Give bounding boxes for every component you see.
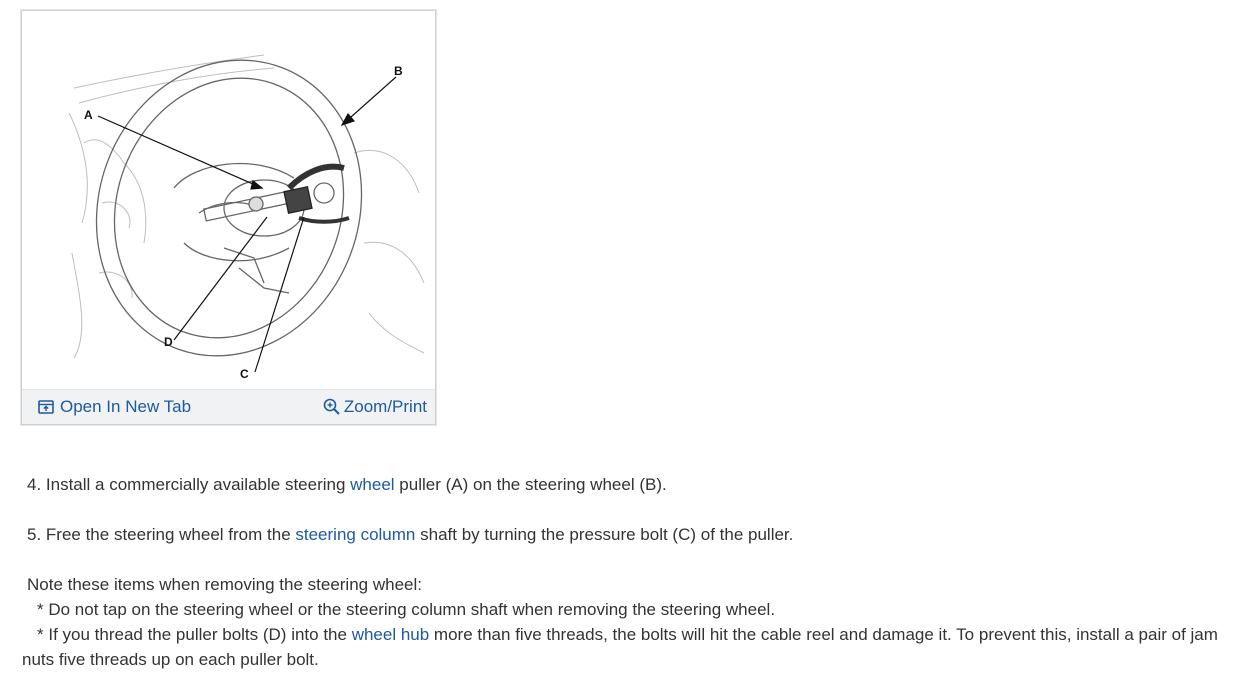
wheel-link[interactable]: wheel [350,475,395,494]
step-number: 4. [27,475,42,494]
open-in-new-tab-icon [38,400,54,414]
step-text: Install a commercially available steering [41,475,351,494]
note-item-text: Do not tap on the steering wheel or the steering column shaft when removing the steering wheel. [43,600,776,619]
figure-toolbar [22,389,435,424]
note-item [22,597,1232,622]
step-text: shaft by turning the pressure bolt (C) of the puller. [415,525,794,544]
open-in-new-tab-label: Open In New Tab [60,397,192,416]
zoom-print-label: Zoom/Print [343,397,427,416]
note-heading: Note these items when removing the steering wheel: [27,575,422,594]
open-in-new-tab-link[interactable] [38,397,191,417]
zoom-print-link[interactable] [323,397,427,417]
note-item [22,622,1232,672]
bullet-marker: * [37,600,44,619]
step-text: puller (A) on the steering wheel (B). [394,475,667,494]
bullet-marker: * [37,625,44,644]
label-a: A [84,108,93,122]
steering-column-link[interactable]: steering column [295,525,416,544]
note-item-text: more than five threads, the bolts will hit the cable reel and damage it. To prevent this, install a pair of jam nuts five threads up on each puller bolt. [22,625,1218,669]
label-b: B [394,64,403,78]
procedure-text [22,472,1232,672]
step-4 [22,472,1232,497]
zoom-in-icon [323,398,341,416]
figure-card [21,10,436,425]
steering-wheel-puller-illustration [24,13,434,391]
step-text: Free the steering wheel from the [41,525,296,544]
label-d: D [164,335,173,349]
step-5 [22,522,1232,547]
wheel-hub-link[interactable]: wheel hub [351,625,430,644]
label-c: C [240,367,249,381]
step-number: 5. [27,525,42,544]
note-item-text: If you thread the puller bolts (D) into the [43,625,352,644]
